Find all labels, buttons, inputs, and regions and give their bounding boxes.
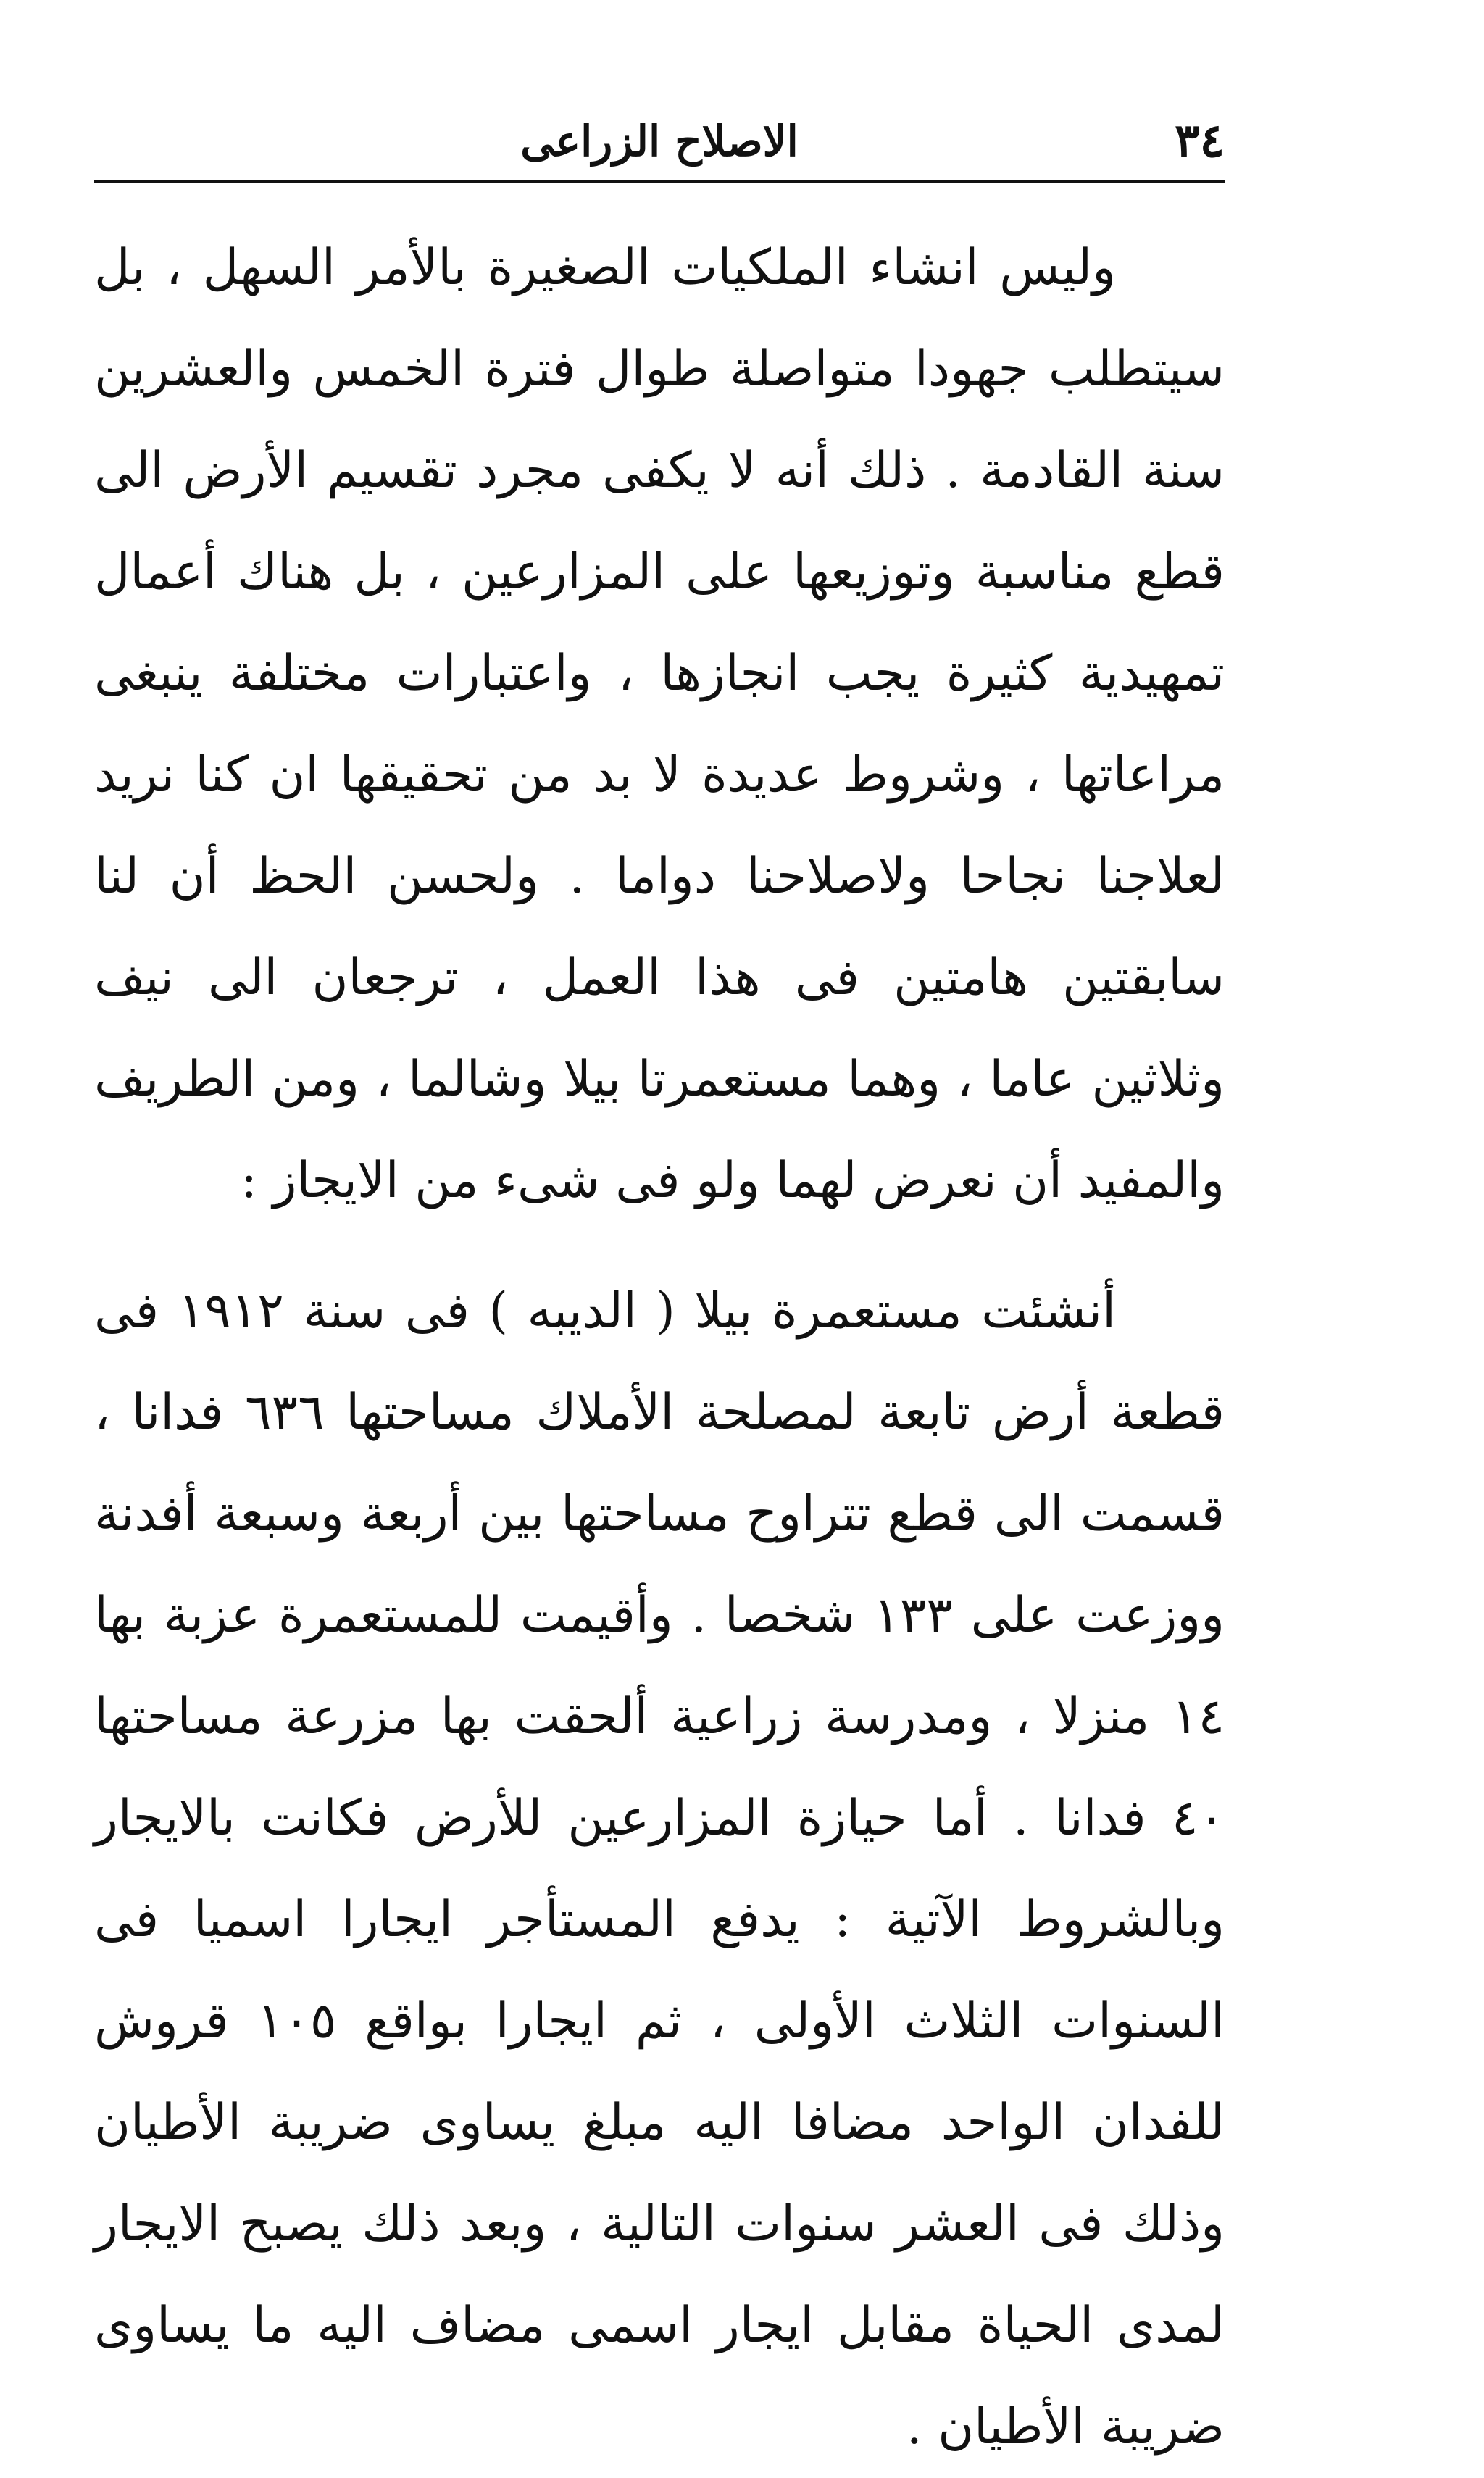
page-number: ٣٤	[1175, 114, 1225, 168]
page-header	[94, 109, 1225, 174]
header-rule	[94, 180, 1225, 183]
running-title: الاصلاح الزراعى	[520, 117, 799, 166]
paragraph-2: أنشئت مستعمرة بيلا ( الديبه ) فى سنة ١٩١٢ فى قطعة أرض تابعة لمصلحة الأملاك مساحتها ٦٣٦ فدانا ، قسمت الى قطع تتراوح مساحتها بين أربعة وسبعة أفدنة ووزعت على ١٣٣ شخصا . وأقيمت للمستعمرة عزبة بها ١٤ منزلا ، ومدرسة زراعية ألحقت بها مزرعة مساحتها ٤٠ فدانا . أما حيازة المزارعين للأرض فكانت بالايجار وبالشروط الآتية : يدفع المستأجر ايجارا اسميا فى السنوات الثلاث الأولى ، ثم ايجارا بواقع ١٠٥ قروش للفدان الواحد مضافا اليه مبلغ يساوى ضريبة الأطيان وذلك فى العشر سنوات التالية ، وبعد ذلك يصبح الايجار لمدى الحياة مقابل ايجار اسمى مضاف اليه ما يساوى ضريبة الأطيان .	[94, 1282, 1225, 2456]
body-text	[94, 217, 1225, 2478]
paragraph-1: وليس انشاء الملكيات الصغيرة بالأمر السهل ، بل سيتطلب جهودا متواصلة طوال فترة الخمس والعشرين سنة القادمة . ذلك أنه لا يكفى مجرد تقسيم الأرض الى قطع مناسبة وتوزيعها على المزارعين ، بل هناك أعمال تمهيدية كثيرة يجب انجازها ، واعتبارات مختلفة ينبغى مراعاتها ، وشروط عديدة لا بد من تحقيقها ان كنا نريد لعلاجنا نجاحا ولاصلاحنا دواما . ولحسن الحظ أن لنا سابقتين هامتين فى هذا العمل ، ترجعان الى نيف وثلاثين عاما ، وهما مستعمرتا بيلا وشالما ، ومن الطريف والمفيد أن نعرض لهما ولو فى شىء من الايجاز :	[94, 239, 1225, 1209]
